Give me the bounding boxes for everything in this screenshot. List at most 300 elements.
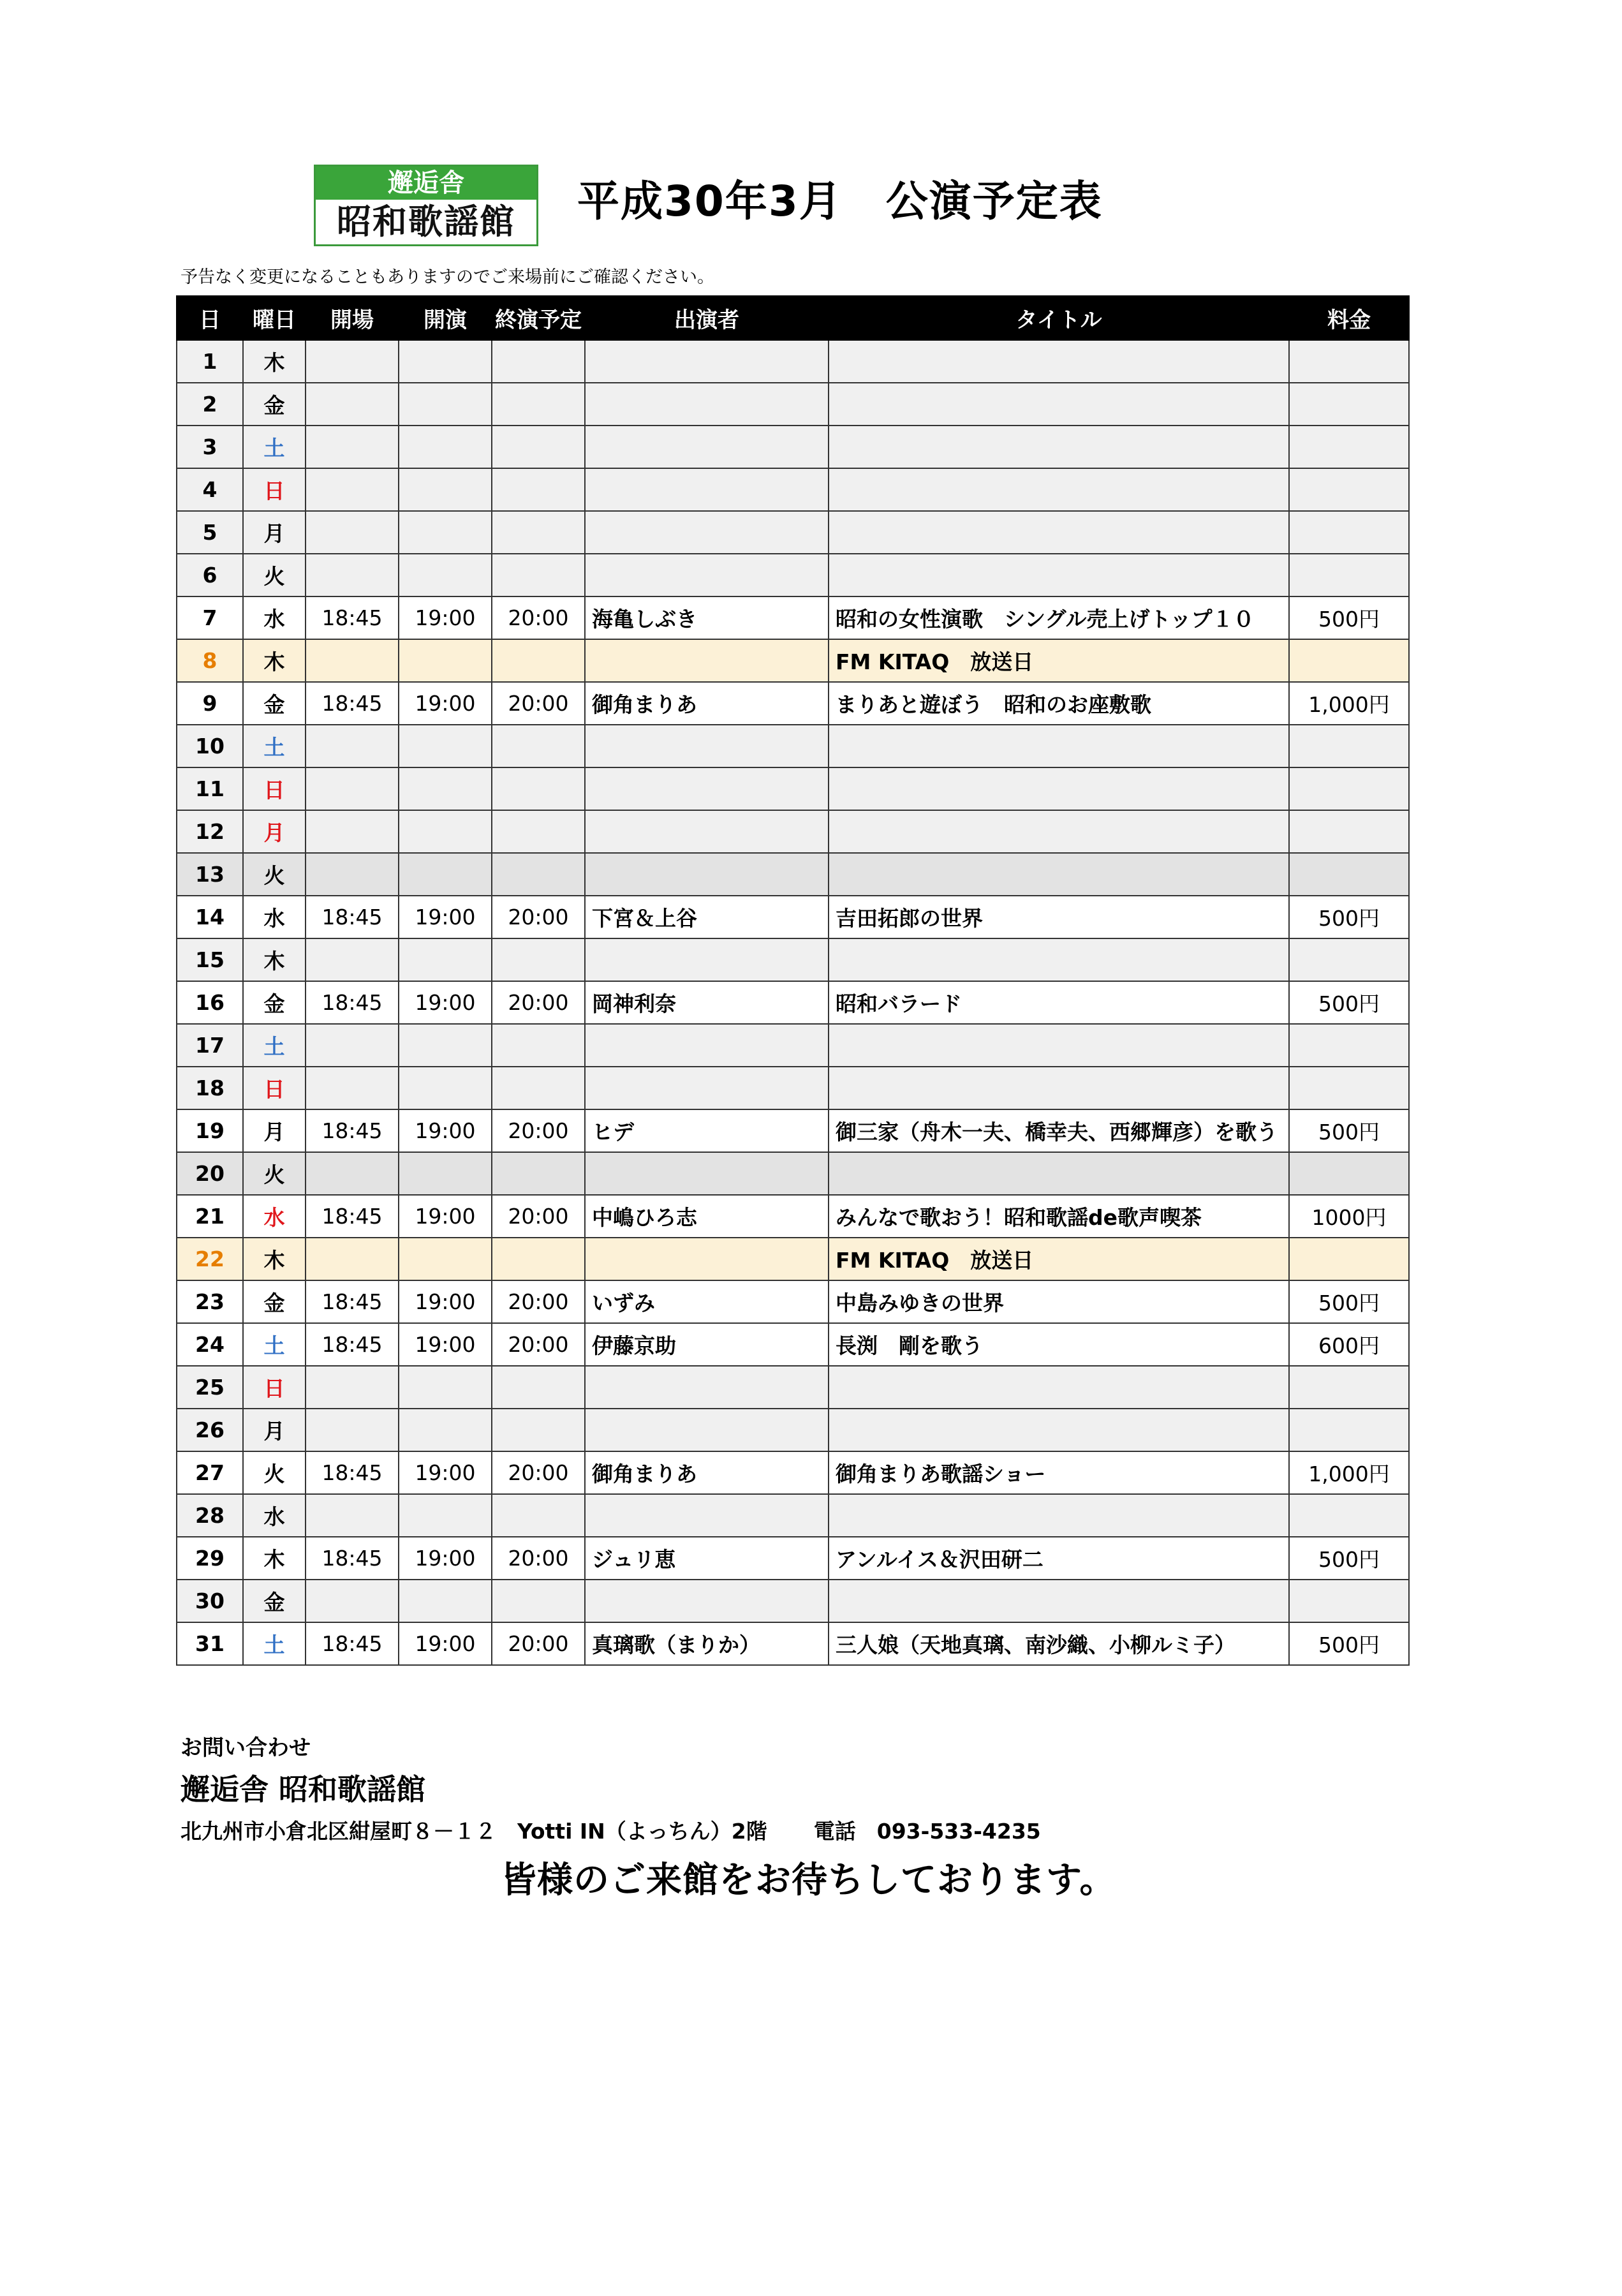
header-start: 開演 <box>399 296 492 340</box>
start-time-cell: 19:00 <box>399 1537 492 1580</box>
end-time-cell <box>492 1152 585 1195</box>
title-cell <box>829 554 1289 596</box>
performer-cell <box>585 1238 829 1280</box>
weekday-cell: 金 <box>243 682 306 725</box>
open-time-cell <box>306 1494 399 1537</box>
table-row <box>177 853 1409 896</box>
open-time-cell <box>306 810 399 853</box>
start-time-cell <box>399 853 492 896</box>
day-cell: 26 <box>177 1409 243 1451</box>
performer-cell: 真璃歌（まりか） <box>585 1622 829 1665</box>
start-time-cell: 19:00 <box>399 1195 492 1238</box>
weekday-cell: 火 <box>243 1152 306 1195</box>
day-cell: 27 <box>177 1451 243 1494</box>
end-time-cell <box>492 1366 585 1409</box>
title-cell <box>829 853 1289 896</box>
start-time-cell <box>399 1494 492 1537</box>
header-performer: 出演者 <box>585 296 829 340</box>
table-row <box>177 511 1409 554</box>
weekday-cell: 日 <box>243 767 306 810</box>
open-time-cell <box>306 1238 399 1280</box>
day-cell: 1 <box>177 340 243 383</box>
title-cell: FM KITAQ 放送日 <box>829 639 1289 682</box>
start-time-cell <box>399 511 492 554</box>
day-cell: 29 <box>177 1537 243 1580</box>
end-time-cell: 20:00 <box>492 596 585 639</box>
table-row <box>177 1195 1409 1238</box>
title-cell <box>829 1494 1289 1537</box>
table-row <box>177 1622 1409 1665</box>
performer-cell <box>585 468 829 511</box>
fee-cell <box>1289 767 1409 810</box>
fee-cell <box>1289 725 1409 767</box>
open-time-cell <box>306 853 399 896</box>
title-cell: 三人娘（天地真璃、南沙織、小柳ルミ子） <box>829 1622 1289 1665</box>
open-time-cell <box>306 468 399 511</box>
end-time-cell: 20:00 <box>492 1195 585 1238</box>
title-cell <box>829 340 1289 383</box>
open-time-cell <box>306 639 399 682</box>
fee-cell <box>1289 938 1409 981</box>
table-row <box>177 426 1409 468</box>
title-cell <box>829 1366 1289 1409</box>
table-row <box>177 682 1409 725</box>
table-row <box>177 896 1409 938</box>
title-cell: FM KITAQ 放送日 <box>829 1238 1289 1280</box>
title-cell <box>829 1067 1289 1109</box>
performer-cell: 海亀しぶき <box>585 596 829 639</box>
day-cell: 10 <box>177 725 243 767</box>
table-row <box>177 1323 1409 1366</box>
start-time-cell: 19:00 <box>399 981 492 1024</box>
end-time-cell <box>492 1067 585 1109</box>
day-cell: 14 <box>177 896 243 938</box>
day-cell: 31 <box>177 1622 243 1665</box>
fee-cell <box>1289 1494 1409 1537</box>
day-cell: 12 <box>177 810 243 853</box>
performer-cell <box>585 1067 829 1109</box>
open-time-cell <box>306 340 399 383</box>
fee-cell <box>1289 340 1409 383</box>
end-time-cell: 20:00 <box>492 1451 585 1494</box>
weekday-cell: 月 <box>243 1109 306 1152</box>
table-row <box>177 1280 1409 1323</box>
end-time-cell: 20:00 <box>492 896 585 938</box>
title-cell: アンルイス＆沢田研二 <box>829 1537 1289 1580</box>
table-row <box>177 1494 1409 1537</box>
open-time-cell: 18:45 <box>306 682 399 725</box>
end-time-cell <box>492 767 585 810</box>
title-cell <box>829 511 1289 554</box>
day-cell: 28 <box>177 1494 243 1537</box>
fee-cell <box>1289 1152 1409 1195</box>
fee-cell: 500円 <box>1289 1280 1409 1323</box>
start-time-cell <box>399 1366 492 1409</box>
fee-cell: 500円 <box>1289 981 1409 1024</box>
performer-cell <box>585 1409 829 1451</box>
fee-cell: 500円 <box>1289 596 1409 639</box>
fee-cell <box>1289 1067 1409 1109</box>
day-cell: 6 <box>177 554 243 596</box>
weekday-cell: 土 <box>243 1622 306 1665</box>
performer-cell <box>585 1024 829 1067</box>
day-cell: 16 <box>177 981 243 1024</box>
day-cell: 5 <box>177 511 243 554</box>
end-time-cell <box>492 853 585 896</box>
weekday-cell: 金 <box>243 1580 306 1622</box>
weekday-cell: 水 <box>243 1494 306 1537</box>
start-time-cell <box>399 383 492 426</box>
weekday-cell: 木 <box>243 938 306 981</box>
end-time-cell <box>492 468 585 511</box>
fee-cell <box>1289 1409 1409 1451</box>
weekday-cell: 木 <box>243 1537 306 1580</box>
weekday-cell: 土 <box>243 1323 306 1366</box>
start-time-cell: 19:00 <box>399 682 492 725</box>
notice-text: 予告なく変更になることもありますのでご来場前にご確認ください。 <box>181 267 714 287</box>
open-time-cell <box>306 725 399 767</box>
start-time-cell <box>399 1409 492 1451</box>
performer-cell <box>585 1494 829 1537</box>
open-time-cell <box>306 511 399 554</box>
title-cell <box>829 383 1289 426</box>
table-row <box>177 340 1409 383</box>
table-row <box>177 554 1409 596</box>
end-time-cell <box>492 1409 585 1451</box>
table-row <box>177 596 1409 639</box>
end-time-cell <box>492 725 585 767</box>
start-time-cell <box>399 468 492 511</box>
start-time-cell <box>399 725 492 767</box>
start-time-cell: 19:00 <box>399 1451 492 1494</box>
weekday-cell: 月 <box>243 810 306 853</box>
title-cell: 昭和の女性演歌 シングル売上げトップ１０ <box>829 596 1289 639</box>
end-time-cell: 20:00 <box>492 981 585 1024</box>
header-day: 日 <box>177 296 243 340</box>
table-row <box>177 468 1409 511</box>
day-cell: 11 <box>177 767 243 810</box>
start-time-cell <box>399 1152 492 1195</box>
open-time-cell: 18:45 <box>306 596 399 639</box>
end-time-cell <box>492 511 585 554</box>
start-time-cell <box>399 1024 492 1067</box>
contact-org: 邂逅舎 昭和歌謡館 <box>181 1772 426 1807</box>
open-time-cell <box>306 767 399 810</box>
fee-cell <box>1289 639 1409 682</box>
day-cell: 23 <box>177 1280 243 1323</box>
open-time-cell: 18:45 <box>306 1109 399 1152</box>
table-row <box>177 1580 1409 1622</box>
open-time-cell <box>306 426 399 468</box>
performer-cell <box>585 383 829 426</box>
day-cell: 15 <box>177 938 243 981</box>
open-time-cell <box>306 1024 399 1067</box>
weekday-cell: 木 <box>243 1238 306 1280</box>
fee-cell <box>1289 468 1409 511</box>
end-time-cell <box>492 1024 585 1067</box>
weekday-cell: 金 <box>243 1280 306 1323</box>
start-time-cell <box>399 554 492 596</box>
fee-cell: 500円 <box>1289 1622 1409 1665</box>
performer-cell <box>585 511 829 554</box>
performer-cell: 岡神利奈 <box>585 981 829 1024</box>
day-cell: 20 <box>177 1152 243 1195</box>
title-cell <box>829 1580 1289 1622</box>
performer-cell <box>585 639 829 682</box>
contact-phone: 電話 093-533-4235 <box>813 1819 1041 1844</box>
performer-cell <box>585 1366 829 1409</box>
fee-cell: 1,000円 <box>1289 1451 1409 1494</box>
day-cell: 3 <box>177 426 243 468</box>
title-cell <box>829 1024 1289 1067</box>
table-row <box>177 810 1409 853</box>
performer-cell <box>585 853 829 896</box>
title-cell: 御角まりあ歌謡ショー <box>829 1451 1289 1494</box>
table-row <box>177 1238 1409 1280</box>
end-time-cell: 20:00 <box>492 1622 585 1665</box>
table-row <box>177 1024 1409 1067</box>
open-time-cell: 18:45 <box>306 1451 399 1494</box>
fee-cell <box>1289 810 1409 853</box>
weekday-cell: 月 <box>243 511 306 554</box>
start-time-cell <box>399 639 492 682</box>
end-time-cell <box>492 1580 585 1622</box>
performer-cell: 下宮＆上谷 <box>585 896 829 938</box>
open-time-cell <box>306 938 399 981</box>
performer-cell: 御角まりあ <box>585 1451 829 1494</box>
weekday-cell: 日 <box>243 1366 306 1409</box>
weekday-cell: 金 <box>243 383 306 426</box>
schedule-table <box>176 295 1410 1666</box>
end-time-cell <box>492 938 585 981</box>
weekday-cell: 日 <box>243 1067 306 1109</box>
performer-cell <box>585 554 829 596</box>
table-row <box>177 639 1409 682</box>
header-end: 終演予定 <box>492 296 585 340</box>
start-time-cell <box>399 1067 492 1109</box>
performer-cell: いずみ <box>585 1280 829 1323</box>
weekday-cell: 土 <box>243 426 306 468</box>
start-time-cell <box>399 426 492 468</box>
end-time-cell: 20:00 <box>492 1280 585 1323</box>
fee-cell: 1,000円 <box>1289 682 1409 725</box>
table-row <box>177 1451 1409 1494</box>
fee-cell <box>1289 1366 1409 1409</box>
open-time-cell: 18:45 <box>306 1280 399 1323</box>
weekday-cell: 金 <box>243 981 306 1024</box>
performer-cell: ジュリ恵 <box>585 1537 829 1580</box>
performer-cell <box>585 426 829 468</box>
table-row <box>177 981 1409 1024</box>
table-header <box>177 296 1409 340</box>
end-time-cell <box>492 1494 585 1537</box>
contact-address: 北九州市小倉北区紺屋町８－１２ Yotti IN（よっちん）2階 <box>181 1819 767 1844</box>
weekday-cell: 土 <box>243 1024 306 1067</box>
title-cell <box>829 1152 1289 1195</box>
day-cell: 2 <box>177 383 243 426</box>
fee-cell: 600円 <box>1289 1323 1409 1366</box>
table-row <box>177 1067 1409 1109</box>
day-cell: 19 <box>177 1109 243 1152</box>
page-title: 平成30年3月 公演予定表 <box>577 177 1103 226</box>
performer-cell: 中嶋ひろ志 <box>585 1195 829 1238</box>
closing-message: 皆様のご来館をお待ちしております。 <box>501 1860 1116 1901</box>
fee-cell: 1000円 <box>1289 1195 1409 1238</box>
header-title: タイトル <box>829 296 1289 340</box>
open-time-cell: 18:45 <box>306 1537 399 1580</box>
logo-bottom-text: 昭和歌謡館 <box>337 202 515 242</box>
fee-cell <box>1289 1580 1409 1622</box>
performer-cell: 御角まりあ <box>585 682 829 725</box>
weekday-cell: 水 <box>243 596 306 639</box>
day-cell: 7 <box>177 596 243 639</box>
performer-cell <box>585 938 829 981</box>
open-time-cell: 18:45 <box>306 1195 399 1238</box>
end-time-cell: 20:00 <box>492 682 585 725</box>
fee-cell: 500円 <box>1289 1537 1409 1580</box>
day-cell: 4 <box>177 468 243 511</box>
performer-cell <box>585 1152 829 1195</box>
weekday-cell: 土 <box>243 725 306 767</box>
header-fee: 料金 <box>1289 296 1409 340</box>
open-time-cell <box>306 1409 399 1451</box>
title-cell <box>829 426 1289 468</box>
performer-cell <box>585 767 829 810</box>
day-cell: 13 <box>177 853 243 896</box>
fee-cell <box>1289 1024 1409 1067</box>
fee-cell <box>1289 511 1409 554</box>
contact-label: お問い合わせ <box>181 1735 311 1761</box>
table-row <box>177 1409 1409 1451</box>
performer-cell <box>585 810 829 853</box>
title-cell <box>829 468 1289 511</box>
day-cell: 24 <box>177 1323 243 1366</box>
day-cell: 9 <box>177 682 243 725</box>
fee-cell: 500円 <box>1289 1109 1409 1152</box>
weekday-cell: 水 <box>243 1195 306 1238</box>
open-time-cell <box>306 1067 399 1109</box>
table-row <box>177 1366 1409 1409</box>
title-cell: みんなで歌おう！昭和歌謡de歌声喫茶 <box>829 1195 1289 1238</box>
start-time-cell <box>399 810 492 853</box>
open-time-cell <box>306 1366 399 1409</box>
start-time-cell: 19:00 <box>399 1280 492 1323</box>
day-cell: 22 <box>177 1238 243 1280</box>
table-row <box>177 938 1409 981</box>
contact-address-line <box>181 1815 1041 1845</box>
table-row <box>177 767 1409 810</box>
weekday-cell: 日 <box>243 468 306 511</box>
open-time-cell: 18:45 <box>306 896 399 938</box>
performer-cell <box>585 725 829 767</box>
start-time-cell: 19:00 <box>399 896 492 938</box>
start-time-cell: 19:00 <box>399 596 492 639</box>
title-cell: 昭和バラード <box>829 981 1289 1024</box>
logo-top-text: 邂逅舎 <box>316 167 536 200</box>
end-time-cell <box>492 810 585 853</box>
title-cell: 御三家（舟木一夫、橋幸夫、西郷輝彦）を歌う <box>829 1109 1289 1152</box>
open-time-cell <box>306 554 399 596</box>
title-cell <box>829 1409 1289 1451</box>
title-cell <box>829 767 1289 810</box>
open-time-cell: 18:45 <box>306 1323 399 1366</box>
end-time-cell <box>492 639 585 682</box>
performer-cell: ヒデ <box>585 1109 829 1152</box>
day-cell: 30 <box>177 1580 243 1622</box>
open-time-cell: 18:45 <box>306 981 399 1024</box>
weekday-cell: 木 <box>243 639 306 682</box>
open-time-cell <box>306 1580 399 1622</box>
performer-cell: 伊藤京助 <box>585 1323 829 1366</box>
weekday-cell: 火 <box>243 853 306 896</box>
weekday-cell: 水 <box>243 896 306 938</box>
contact-section <box>181 1730 1041 1845</box>
day-cell: 8 <box>177 639 243 682</box>
table-row <box>177 725 1409 767</box>
start-time-cell <box>399 767 492 810</box>
title-cell: 吉田拓郎の世界 <box>829 896 1289 938</box>
fee-cell <box>1289 853 1409 896</box>
fee-cell <box>1289 426 1409 468</box>
fee-cell <box>1289 554 1409 596</box>
day-cell: 17 <box>177 1024 243 1067</box>
header-open: 開場 <box>306 296 399 340</box>
table-row <box>177 1537 1409 1580</box>
end-time-cell <box>492 426 585 468</box>
performer-cell <box>585 1580 829 1622</box>
open-time-cell <box>306 383 399 426</box>
title-cell <box>829 938 1289 981</box>
end-time-cell <box>492 554 585 596</box>
title-cell: 中島みゆきの世界 <box>829 1280 1289 1323</box>
fee-cell <box>1289 383 1409 426</box>
header-weekday: 曜日 <box>243 296 306 340</box>
weekday-cell: 月 <box>243 1409 306 1451</box>
table-row <box>177 1109 1409 1152</box>
performer-cell <box>585 340 829 383</box>
open-time-cell: 18:45 <box>306 1622 399 1665</box>
end-time-cell: 20:00 <box>492 1109 585 1152</box>
title-cell <box>829 810 1289 853</box>
weekday-cell: 火 <box>243 1451 306 1494</box>
table-row <box>177 383 1409 426</box>
end-time-cell: 20:00 <box>492 1323 585 1366</box>
day-cell: 18 <box>177 1067 243 1109</box>
title-cell: 長渕 剛を歌う <box>829 1323 1289 1366</box>
start-time-cell: 19:00 <box>399 1109 492 1152</box>
fee-cell <box>1289 1238 1409 1280</box>
end-time-cell <box>492 340 585 383</box>
day-cell: 21 <box>177 1195 243 1238</box>
title-cell: まりあと遊ぼう 昭和のお座敷歌 <box>829 682 1289 725</box>
end-time-cell: 20:00 <box>492 1537 585 1580</box>
start-time-cell <box>399 340 492 383</box>
weekday-cell: 木 <box>243 340 306 383</box>
start-time-cell <box>399 1580 492 1622</box>
start-time-cell <box>399 1238 492 1280</box>
end-time-cell <box>492 383 585 426</box>
weekday-cell: 火 <box>243 554 306 596</box>
open-time-cell <box>306 1152 399 1195</box>
fee-cell: 500円 <box>1289 896 1409 938</box>
start-time-cell: 19:00 <box>399 1622 492 1665</box>
start-time-cell: 19:00 <box>399 1323 492 1366</box>
day-cell: 25 <box>177 1366 243 1409</box>
logo <box>314 165 538 246</box>
start-time-cell <box>399 938 492 981</box>
end-time-cell <box>492 1238 585 1280</box>
title-cell <box>829 725 1289 767</box>
